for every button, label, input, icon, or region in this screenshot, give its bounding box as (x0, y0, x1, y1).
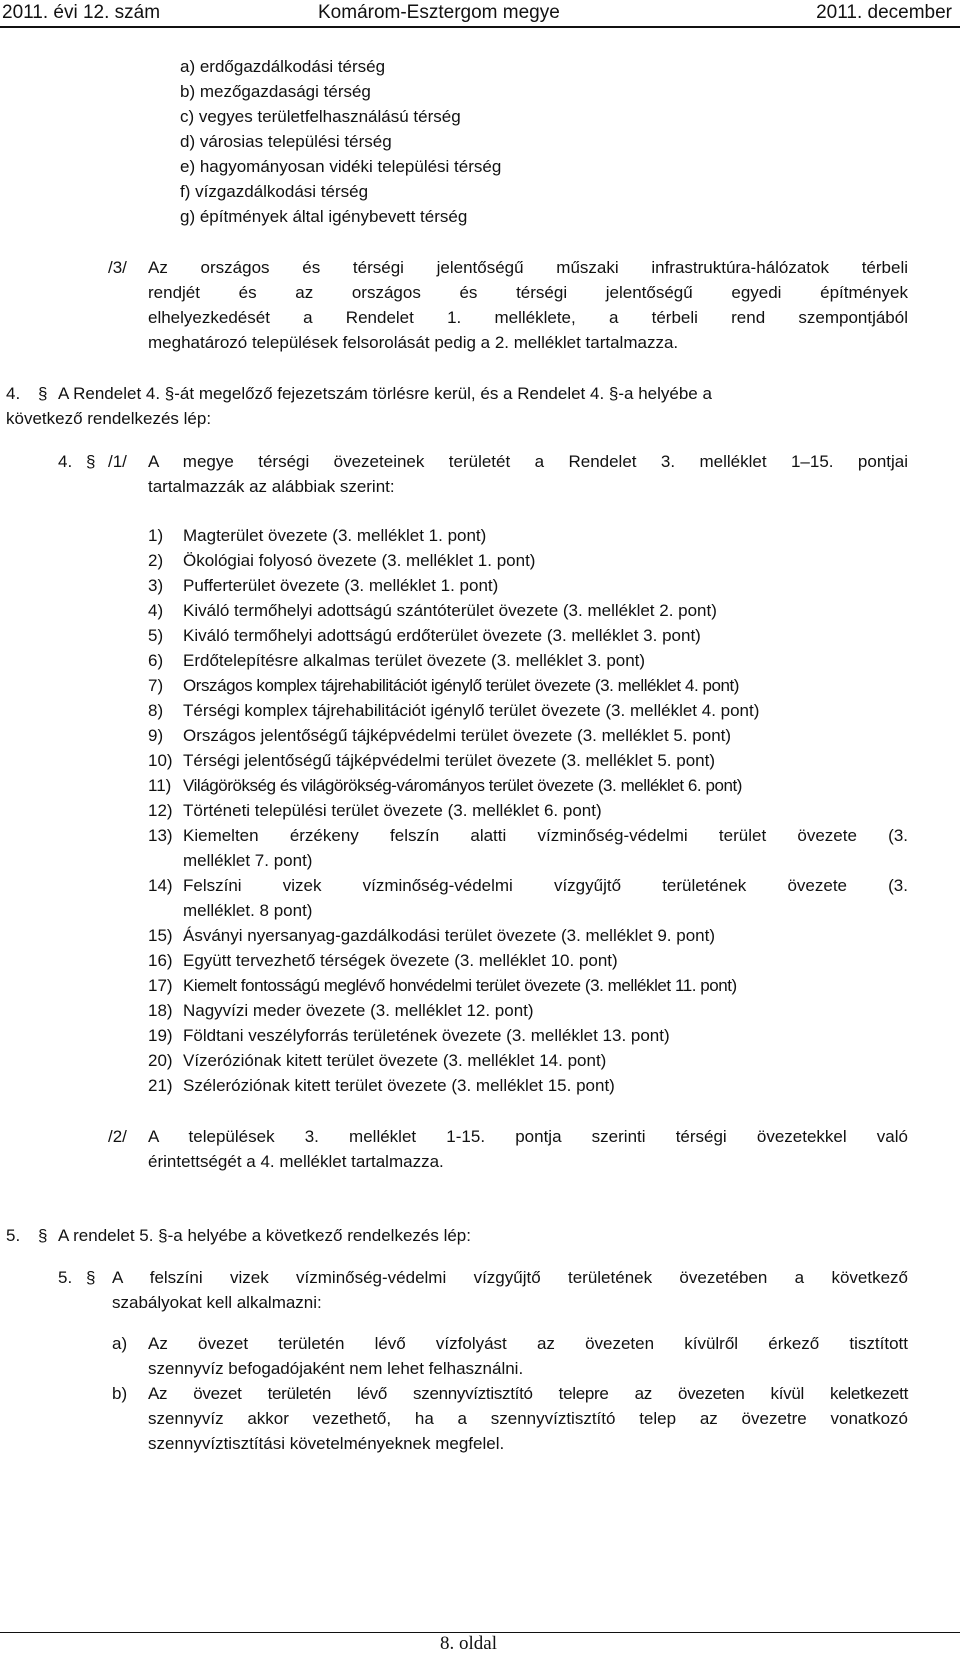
paragraph-line: A települések 3. melléklet 1-15. pontja szerinti térségi övezetekkel való (148, 1127, 908, 1146)
section-sign: § (38, 1226, 48, 1245)
item-label: a) (112, 1334, 128, 1353)
zone-text: Széleróziónak kitett terület övezete (3. melléklet 15. pont) (183, 1076, 615, 1095)
list-item: d) városias települési térség (180, 132, 392, 151)
paragraph-label: /3/ (108, 258, 127, 277)
zone-number: 8) (148, 701, 164, 720)
zone-number: 12) (148, 801, 173, 820)
list-item: b) mezőgazdasági térség (180, 82, 371, 101)
issue-number: 2011. évi 12. szám (2, 2, 161, 23)
zone-text: Kiemelt fontosságú meglévő honvédelmi terület övezete (3. melléklet 11. pont) (183, 976, 737, 995)
subsection-text: A felszíni vizek vízminőség-védelmi vízgyűjtő területének övezetében a következő (112, 1268, 908, 1287)
zone-number: 10) (148, 751, 173, 770)
subsection-number: 4. (58, 452, 73, 471)
zone-number: 6) (148, 651, 164, 670)
section-text: A Rendelet 4. §-át megelőző fejezetszám törlésre kerül, és a Rendelet 4. §-a helyébe a (58, 384, 712, 403)
zone-number: 13) (148, 826, 173, 845)
zone-number: 21) (148, 1076, 173, 1095)
list-item: f) vízgazdálkodási térség (180, 182, 369, 201)
zone-text: Felszíni vizek vízminőség-védelmi vízgyűjtő területének övezete (3. (183, 876, 908, 895)
section-text: A rendelet 5. §-a helyébe a következő rendelkezés lép: (58, 1226, 471, 1245)
zone-text: Erdőtelepítésre alkalmas terület övezete (3. melléklet 3. pont) (183, 651, 646, 670)
item-text: szennyvíztisztítási követelményeknek megfelel. (148, 1434, 505, 1453)
zone-text: Történeti települési terület övezete (3. melléklet 6. pont) (183, 801, 602, 820)
paragraph-label: /1/ (108, 452, 127, 471)
zone-text: Földtani veszélyforrás területének övezete (3. melléklet 13. pont) (183, 1026, 670, 1045)
zone-number: 2) (148, 551, 164, 570)
zone-text: Kiváló termőhelyi adottságú szántóterület övezete (3. melléklet 2. pont) (183, 601, 717, 620)
zone-text: Országos komplex tájrehabilitációt igénylő terület övezete (3. melléklet 4. pont) (183, 676, 740, 695)
paragraph-line: meghatározó települések felsorolását pedig a 2. melléklet tartalmazza. (148, 333, 679, 352)
zone-text: Térségi jelentőségű tájképvédelmi terület övezete (3. melléklet 5. pont) (183, 751, 716, 770)
zone-number: 11) (148, 776, 172, 795)
page-footer (0, 1632, 960, 1655)
zone-number: 17) (148, 976, 173, 995)
item-text: Az övezet területén lévő vízfolyást az övezeten kívülről érkező tisztított (148, 1334, 908, 1353)
item-label: b) (112, 1384, 128, 1403)
item-text: szennyvíz akkor vezethető, ha a szennyvíztisztító telep az övezetre vonatkozó (148, 1409, 908, 1428)
zone-text: Nagyvízi meder övezete (3. melléklet 12. pont) (183, 1001, 534, 1020)
zone-text: Vízeróziónak kitett terület övezete (3. melléklet 14. pont) (183, 1051, 607, 1070)
zone-number: 14) (148, 876, 173, 895)
zone-number: 15) (148, 926, 173, 945)
zone-number: 18) (148, 1001, 173, 1020)
zone-number: 19) (148, 1026, 173, 1045)
subsection-sign: § (86, 1268, 96, 1287)
zone-text: Ásványi nyersanyag-gazdálkodási terület övezete (3. melléklet 9. pont) (183, 926, 716, 945)
county-name: Komárom-Esztergom megye (318, 2, 560, 23)
page-header (0, 0, 960, 28)
zone-number: 4) (148, 601, 164, 620)
zone-text: Ökológiai folyosó övezete (3. melléklet 1. pont) (183, 551, 536, 570)
zone-text: Pufferterület övezete (3. melléklet 1. pont) (183, 576, 499, 595)
subsection-text: tartalmazzák az alábbiak szerint: (148, 477, 395, 496)
subsection-text: A megye térségi övezeteinek területét a Rendelet 3. melléklet 1–15. pontjai (148, 452, 908, 471)
zone-text: Kiemelten érzékeny felszín alatti vízminőség-védelmi terület övezete (3. (183, 826, 908, 845)
zone-text: Térségi komplex tájrehabilitációt igénylő terület övezete (3. melléklet 4. pont) (183, 701, 760, 720)
zone-number: 3) (148, 576, 164, 595)
paragraph-line: elhelyezkedését a Rendelet 1. melléklete, a térbeli rend szempontjából (148, 308, 908, 327)
list-item: e) hagyományosan vidéki települési térség (180, 157, 502, 176)
list-item: a) erdőgazdálkodási térség (180, 57, 386, 76)
section-number: 5. (6, 1226, 21, 1245)
section-number: 4. (6, 384, 21, 403)
issue-date: 2011. december (816, 2, 952, 23)
paragraph-line: érintettségét a 4. melléklet tartalmazza. (148, 1152, 444, 1171)
paragraph-line: rendjét és az országos és térségi jelentőségű egyedi építmények (148, 283, 908, 302)
zone-number: 16) (148, 951, 173, 970)
subsection-number: 5. (58, 1268, 73, 1287)
subsection-sign: § (86, 452, 96, 471)
list-item: c) vegyes területfelhasználású térség (180, 107, 461, 126)
zone-text-continued: melléklet. 8 pont) (183, 901, 313, 920)
subsection-text: szabályokat kell alkalmazni: (112, 1293, 322, 1312)
zone-number: 9) (148, 726, 164, 745)
item-text: szennyvíz befogadójaként nem lehet felhasználni. (148, 1359, 524, 1378)
paragraph-line: Az országos és térségi jelentőségű műszaki infrastruktúra-hálózatok térbeli (148, 258, 908, 277)
page-number: 8. oldal (440, 1633, 497, 1654)
zone-number: 1) (148, 526, 164, 545)
zone-text: Világörökség és világörökség-várományos terület övezete (3. melléklet 6. pont) (183, 776, 742, 795)
section-text: következő rendelkezés lép: (6, 409, 212, 428)
paragraph-label: /2/ (108, 1127, 127, 1146)
zone-number: 5) (148, 626, 164, 645)
list-item: g) építmények által igénybevett térség (180, 207, 468, 226)
zone-number: 20) (148, 1051, 173, 1070)
zone-text: Kiváló termőhelyi adottságú erdőterület övezete (3. melléklet 3. pont) (183, 626, 701, 645)
zone-text: Országos jelentőségű tájképvédelmi terület övezete (3. melléklet 5. pont) (183, 726, 732, 745)
zone-text: Magterület övezete (3. melléklet 1. pont) (183, 526, 487, 545)
zone-number: 7) (148, 676, 164, 695)
item-text: Az övezet területén lévő szennyvíztisztító telepre az övezeten kívül keletkezett (148, 1384, 908, 1403)
zone-text-continued: melléklet 7. pont) (183, 851, 313, 870)
section-sign: § (38, 384, 48, 403)
zone-text: Együtt tervezhető térségek övezete (3. melléklet 10. pont) (183, 951, 618, 970)
